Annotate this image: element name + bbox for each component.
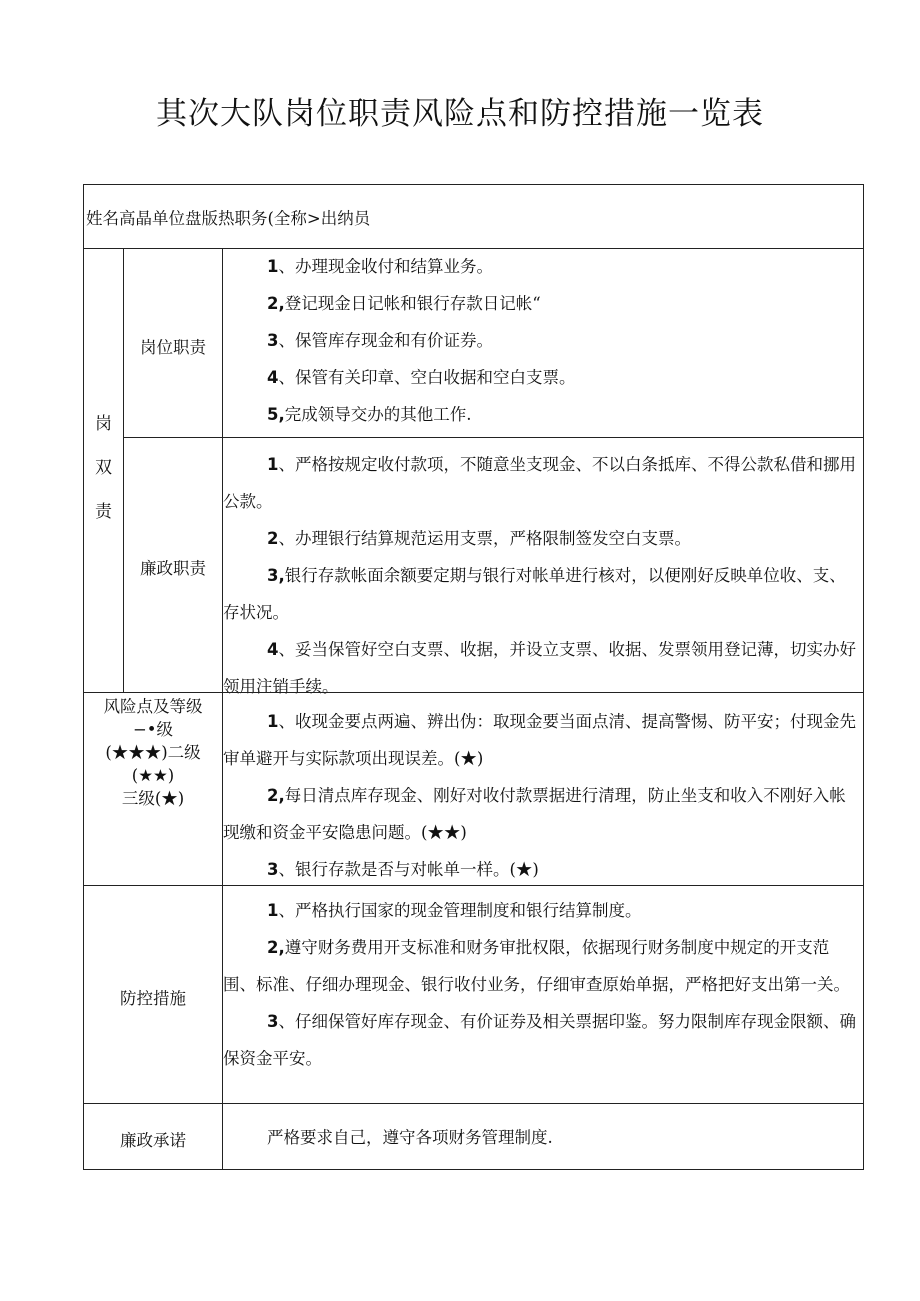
- gangshuangze-char-1: 岗: [95, 414, 112, 434]
- fangkong-item: 2,遵守财务费用开支标准和财务审批权限，依据现行财务制度中规定的开支范围、标准、仔细办理现金、银行收付业务，仔细审查原始单据，严格把好支出第一关。: [223, 938, 850, 994]
- risk-label-cell: [83, 692, 223, 886]
- lianzheng-item: 2、办理银行结算规范运用支票，严格限制签发空白支票。: [267, 529, 691, 548]
- gangwei-content: [222, 248, 864, 438]
- header-row: [83, 184, 864, 249]
- risk-label-line: 三级(★): [121, 789, 185, 808]
- fangkong-label-cell: [83, 885, 223, 1104]
- lianzheng-content: [222, 437, 864, 696]
- fangkong-item: 1、严格执行国家的现金管理制度和银行结算制度。: [267, 901, 642, 920]
- gangshuangze-label: [83, 248, 124, 693]
- gangshuangze-char-2: 双: [95, 458, 112, 478]
- lianzheng-item: 3,银行存款帐面余额要定期与银行对帐单进行核对，以便刚好反映单位收、支、存状况。: [223, 566, 846, 622]
- gangwei-item: 3、保管库存现金和有价证券。: [267, 331, 493, 350]
- gangwei-label: 岗位职责: [140, 338, 206, 357]
- lianzheng-item: 4、妥当保管好空白支票、收据，并设立支票、收据、发票领用登记薄，切实办好领用注销手续。: [223, 640, 856, 696]
- lianzheng-label: 廉政职责: [140, 559, 206, 578]
- risk-label-line: −•级: [132, 720, 174, 739]
- chengnuo-label: 廉政承诺: [120, 1131, 186, 1150]
- chengnuo-text: 严格要求自己，遵守各项财务管理制度.: [267, 1128, 553, 1147]
- risk-item: 2,每日清点库存现金、刚好对收付款票据进行清理，防止坐支和收入不刚好入帐现缴和资金平安隐患问题。(★★): [223, 786, 846, 842]
- gangwei-item: 4、保管有关印章、空白收据和空白支票。: [267, 368, 576, 387]
- gangshuangze-char-3: 责: [95, 502, 112, 522]
- risk-item: 1、收现金要点两遍、辨出伪：取现金要当面点清、提高警惕、防平安；付现金先审单避开与实际款项出现误差。(★): [223, 712, 856, 768]
- fangkong-content: [222, 885, 864, 1104]
- risk-item: 3、银行存款是否与对帐单一样。(★): [267, 860, 539, 879]
- gangwei-item: 1、办理现金收付和结算业务。: [267, 257, 493, 276]
- lianzheng-label-cell: [123, 437, 223, 693]
- risk-label-line: (★★★)二级: [105, 743, 201, 762]
- fangkong-item: 3、仔细保管好库存现金、有价证券及相关票据印鉴。努力限制库存现金限额、确保资金平安。: [223, 1012, 856, 1068]
- chengnuo-content: [222, 1103, 864, 1170]
- risk-label-line: 风险点及等级: [103, 697, 203, 716]
- risk-label-line: (★★): [131, 766, 175, 785]
- gangwei-item: 2,登记现金日记帐和银行存款日记帐“: [267, 294, 541, 313]
- chengnuo-label-cell: [83, 1103, 223, 1170]
- fangkong-label: 防控措施: [120, 989, 186, 1008]
- gangwei-label-cell: [123, 248, 223, 438]
- page-title: 其次大队岗位职责风险点和防控措施一览表: [156, 96, 764, 132]
- gangwei-item: 5,完成领导交办的其他工作.: [267, 405, 472, 424]
- risk-content: [222, 692, 864, 886]
- header-text: 姓名高晶单位盘版热职务(全称>出纳员: [86, 209, 371, 228]
- lianzheng-item: 1、严格按规定收付款项，不随意坐支现金、不以白条抵库、不得公款私借和挪用公款。: [223, 455, 856, 511]
